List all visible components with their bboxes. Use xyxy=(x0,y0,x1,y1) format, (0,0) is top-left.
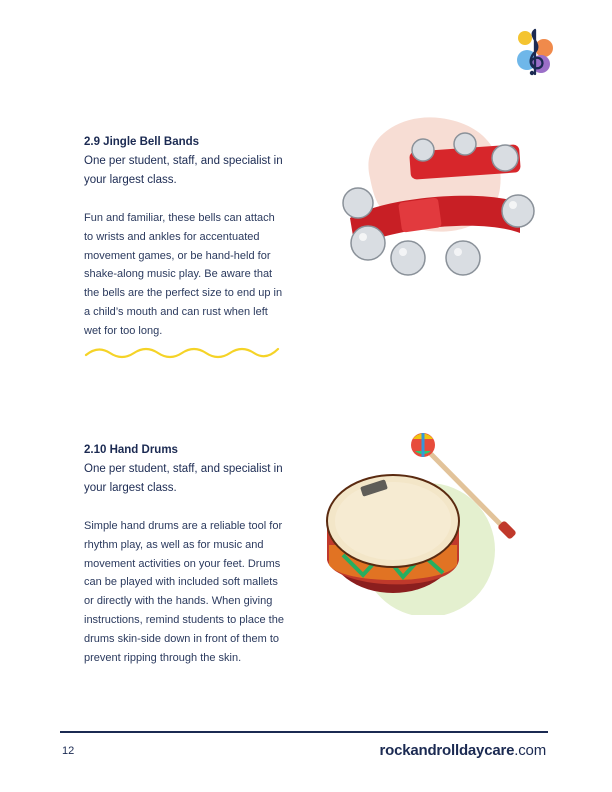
website-suffix: .com xyxy=(514,742,546,759)
body-line: Fun and familiar, these bells can attach xyxy=(84,212,275,224)
body-line: shake-along music play. Be aware that xyxy=(84,268,273,281)
jingle-bell-bands-image xyxy=(330,108,545,298)
body-line: movement games, or be hand-held for xyxy=(84,249,271,262)
treble-clef-logo xyxy=(513,26,555,78)
body-line: can be played with included soft mallets xyxy=(84,576,278,589)
body-line: instructions, remind students to place the xyxy=(84,613,284,626)
body-line: prevent ripping through the skin. xyxy=(84,651,242,664)
body-line: drums skin-side down in front of them to xyxy=(84,632,280,645)
section-hand-drums xyxy=(84,441,314,667)
section-subtitle-line1: One per student, staff, and specialist in xyxy=(84,463,283,475)
footer-divider xyxy=(60,731,548,733)
body-line: or directly with the hands. When giving xyxy=(84,595,273,608)
wavy-divider xyxy=(84,343,280,363)
body-line: a child’s mouth and can rust when left xyxy=(84,305,268,318)
body-line: wet for too long. xyxy=(84,324,163,337)
section-title: 2.9 Jingle Bell Bands xyxy=(84,136,200,148)
website-domain: rockandrolldaycare xyxy=(379,742,515,759)
body-line: to wrists and ankles for accentuated xyxy=(84,230,260,243)
section-subtitle-line2: your largest class. xyxy=(84,174,177,186)
section-title: 2.10 Hand Drums xyxy=(84,444,178,456)
website-link[interactable] xyxy=(379,742,546,759)
section-jingle-bell-bands xyxy=(84,133,314,341)
body-line: the bells are the perfect size to end up in xyxy=(84,287,283,300)
body-line: movement activities on your feet. Drums xyxy=(84,557,281,570)
hand-drum-image xyxy=(323,425,548,615)
section-subtitle-line1: One per student, staff, and specialist in xyxy=(84,155,283,167)
section-subtitle-line2: your largest class. xyxy=(84,482,177,494)
page-number: 12 xyxy=(62,745,75,757)
body-line: Simple hand drums are a reliable tool for xyxy=(84,520,283,532)
body-line: rhythm play, as well as for music and xyxy=(84,538,264,551)
